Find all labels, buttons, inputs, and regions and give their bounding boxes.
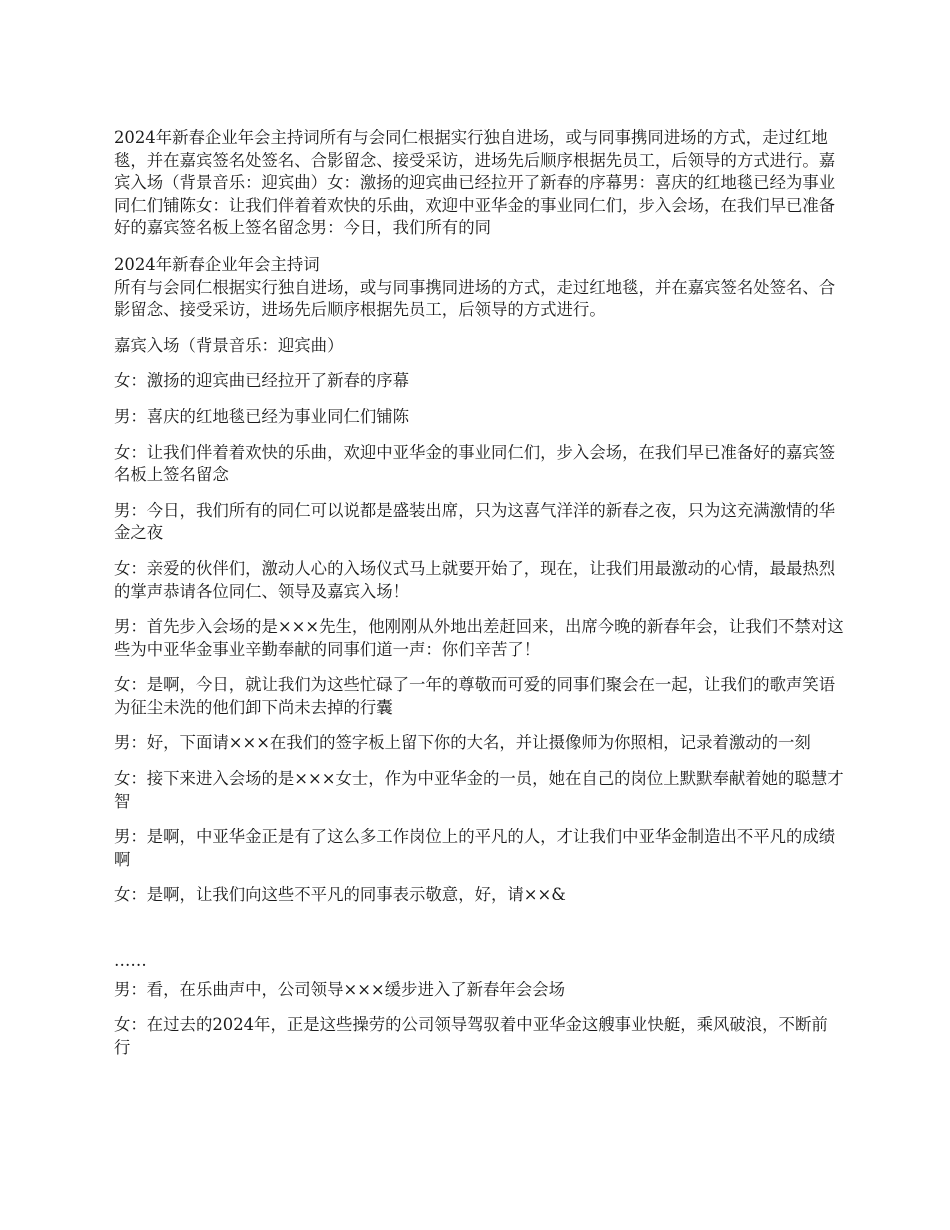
paragraph: 男：是啊，中亚华金正是有了这么多工作岗位上的平凡的人，才让我们中亚华金制造出不平凡的成绩啊 [114,827,836,869]
intro-paragraph: 所有与会同仁根据实行独自进场，或与同事携同进场的方式，走过红地毯，并在嘉宾签名处签名、合影留念、接受采访，进场先后顺序根据先员工，后领导的方式进行。 [114,277,836,320]
document-summary: 2024年新春企业年会主持词所有与会同仁根据实行独自进场，或与同事携同进场的方式，走过红地毯，并在嘉宾签名处签名、合影留念、接受采访，进场先后顺序根据先员工，后领导的方式进行。嘉宾入场（背景音乐：迎宾曲）女：激扬的迎宾曲已经拉开了新春的序幕男：喜庆的红地毯已经为事业同仁们铺陈女：让我们伴着着欢快的乐曲，欢迎中亚华金的事业同仁们，步入会场，在我们早已准备好的嘉宾签名板上签名留念男：今日，我们所有的同 [114,128,836,238]
paragraph: 嘉宾入场（背景音乐：迎宾曲） [114,335,344,355]
section-gap [114,920,844,950]
paragraph: 男：喜庆的红地毯已经为事业同仁们铺陈 [114,406,410,426]
paragraph: 男：今日，我们所有的同仁可以说都是盛装出席，只为这喜气洋洋的新春之夜，只为这充满激情的华金之夜 [114,500,836,543]
paragraph: 男：好，下面请×××在我们的签字板上留下你的大名，并让摄像师为你照相，记录着激动的一刻 [114,733,811,753]
document-body [114,127,844,1072]
paragraph: 女：接下来进入会场的是×××女士，作为中亚华金的一员，她在自己的岗位上默默奉献着她的聪慧才智 [114,769,844,811]
document-title: 2024年新春企业年会主持词 [114,254,320,274]
paragraph: 女：是啊，今日，就让我们为这些忙碌了一年的尊敬而可爱的同事们聚会在一起，让我们的歌声笑语为征尘未洗的他们卸下尚未去掉的行囊 [114,675,836,717]
ellipsis-text: …… [114,951,147,971]
paragraph: 男：看，在乐曲声中，公司领导×××缓步进入了新春年会会场 [114,979,565,999]
paragraph: 女：是啊，让我们向这些不平凡的同事表示敬意，好，请××& [114,885,566,905]
paragraph: 女：亲爱的伙伴们，激动人心的入场仪式马上就要开始了，现在，让我们用最激动的心情，最最热烈的掌声恭请各位同仁、领导及嘉宾入场！ [114,558,836,601]
paragraph: 女：让我们伴着着欢快的乐曲，欢迎中亚华金的事业同仁们，步入会场，在我们早已准备好的嘉宾签名板上签名留念 [114,442,836,485]
paragraph: 女：在过去的2024年，正是这些操劳的公司领导驾驭着中亚华金这艘事业快艇，乘风破浪，不断前行 [114,1015,828,1057]
paragraph: 女：激扬的迎宾曲已经拉开了新春的序幕 [114,371,410,391]
paragraph: 男：首先步入会场的是×××先生，他刚刚从外地出差赶回来，出席今晚的新春年会，让我们不禁对这些为中亚华金事业辛勤奉献的同事们道一声：你们辛苦了！ [114,617,844,659]
